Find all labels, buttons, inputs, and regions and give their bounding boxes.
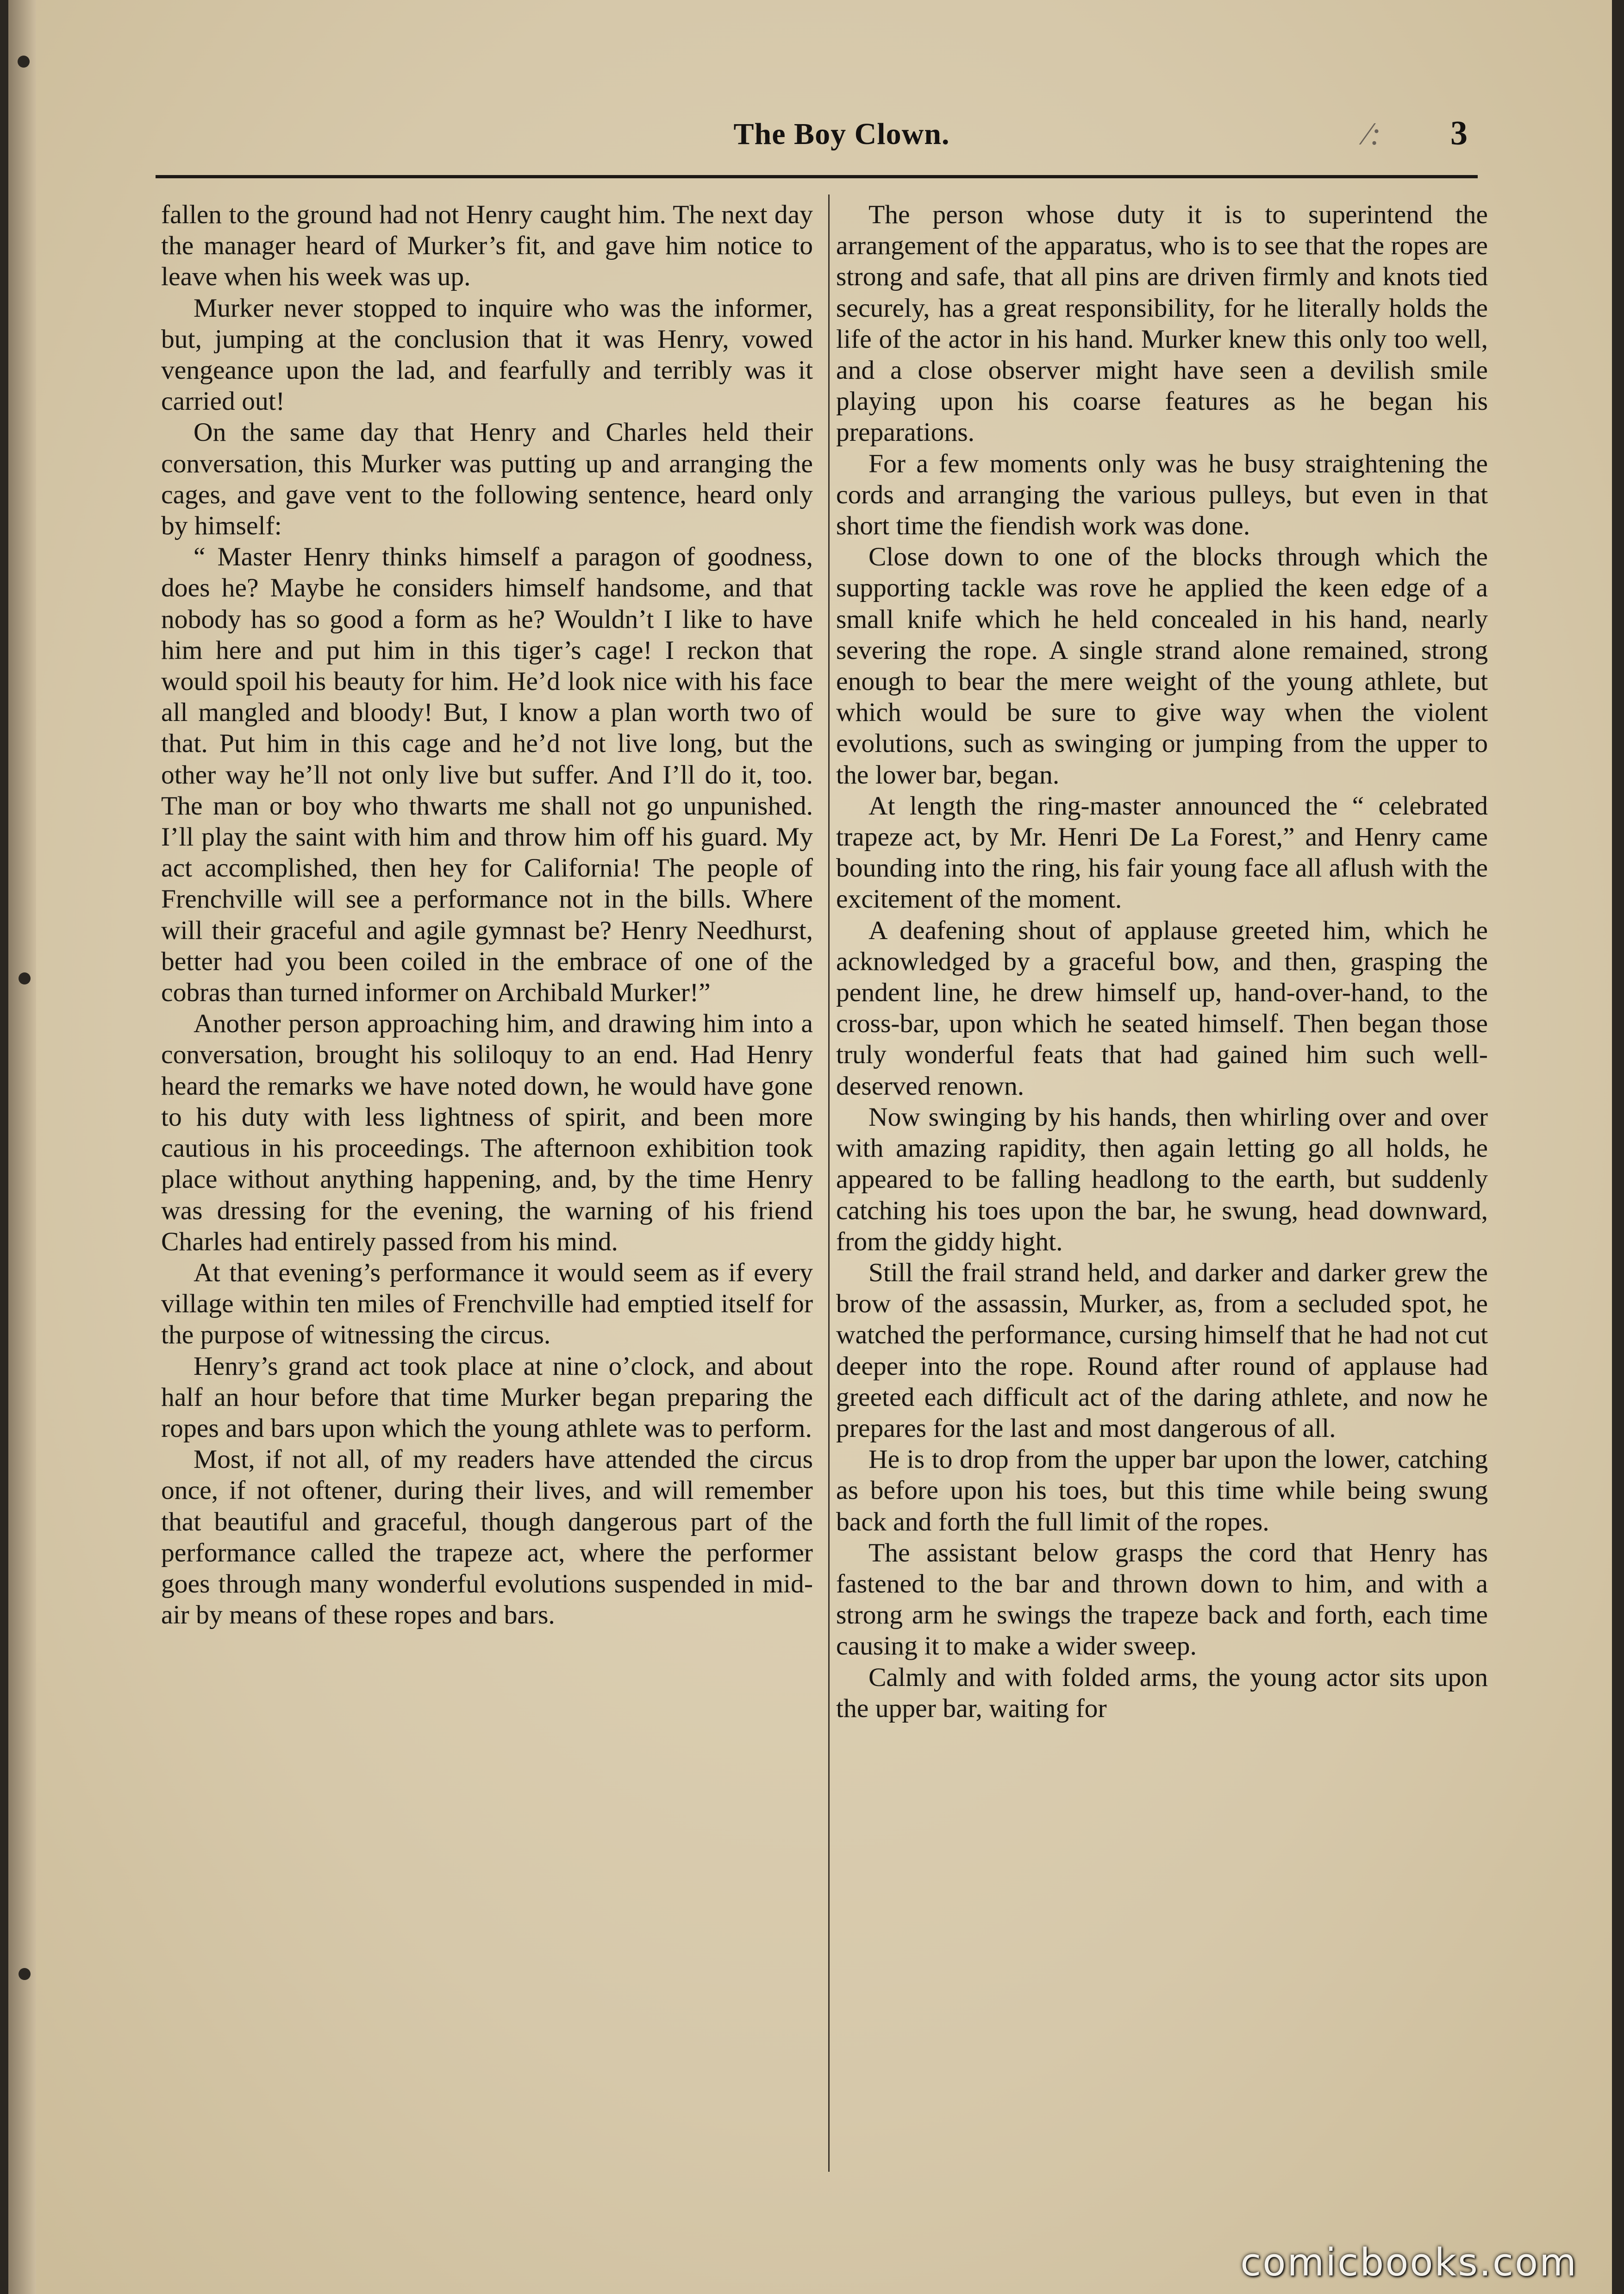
paragraph: At length the ring-master announced the “ celebrated trapeze act, by Mr. Henri De La Forest,” and Henry came bounding into the ring, his fair young face all aflush with the excitement of the moment.	[836, 791, 1488, 914]
paragraph: For a few moments only was he busy straightening the cords and arranging the various pulleys, but even in that short time the fiendish work was done.	[836, 449, 1488, 541]
page-number: 3	[1450, 114, 1468, 152]
right-column	[836, 199, 1488, 1724]
paragraph: Close down to one of the blocks through which the supporting tackle was rove he applied the keen edge of a small knife which he held concealed in his hand, nearly severing the rope. A single strand alone remained, strong enough to bear the mere weight of the young athlete, but which would be sure to give way when the violent evolutions, such as swinging or jumping from the upper to the lower bar, began.	[836, 542, 1488, 790]
paragraph: At that evening’s performance it would seem as if every village within ten miles of Frenchville had emptied itself for the purpose of witnessing the circus.	[161, 1258, 813, 1350]
paragraph: Most, if not all, of my readers have attended the circus once, if not oftener, during their lives, and will remember that beautiful and graceful, though dangerous part of the performance called the trapeze act, where the performer goes through many wonderful evolutions suspended in mid-air by means of these ropes and bars.	[161, 1445, 813, 1630]
paragraph: “ Master Henry thinks himself a paragon of goodness, does he? Maybe he considers himself handsome, and that nobody has so good a form as he? Wouldn’t I like to have him here and put him in this tiger’s cage! I reckon that would spoil his beauty for him. He’d look nice with his face all mangled and bloody! But, I know a plan worth two of that. Put him in this cage and he’d not live long, but the other way he’ll not only live but suffer. And I’ll do it, too. The man or boy who thwarts me shall not go unpunished. I’ll play the saint with him and throw him off his guard. My act accomplished, then hey for California! The people of Frenchville will see a performance not in the bills. Where will their graceful and agile gymnast be? Henry Needhurst, better had you been coiled in the embrace of one of the cobras than turned informer on Archibald Murker!”	[161, 542, 813, 1008]
watermark: comicbooks.com	[1240, 2241, 1578, 2285]
paragraph: Murker never stopped to inquire who was the informer, but, jumping at the conclusion that it was Henry, vowed vengeance upon the lad, and fearfully and terribly was it carried out!	[161, 293, 813, 416]
binding-hole	[18, 56, 30, 68]
book-page	[8, 0, 1612, 2294]
left-column	[161, 199, 813, 1630]
paragraph: He is to drop from the upper bar upon the lower, catching as before upon his toes, but this time while being swung back and forth the full limit of the ropes.	[836, 1445, 1488, 1536]
paragraph: fallen to the ground had not Henry caught him. The next day the manager heard of Murker’s fit, and gave him notice to leave when his week was up.	[161, 200, 813, 292]
paragraph: Now swinging by his hands, then whirling over and over with amazing rapidity, then again letting go all holds, he appeared to be falling headlong to the earth, but suddenly catching his toes upon the bar, he swung, head downward, from the giddy hight.	[836, 1102, 1488, 1256]
paragraph: The assistant below grasps the cord that Henry has fastened to the bar and thrown down to him, and with a strong arm he swings the trapeze back and forth, each time causing it to make a wider sweep.	[836, 1538, 1488, 1661]
paragraph: The person whose duty it is to superintend the arrangement of the apparatus, who is to see that the ropes are strong and safe, that all pins are driven firmly and knots tied securely, has a great responsibility, for he literally holds the life of the actor in his hand. Murker knew this only too well, and a close observer might have seen a devilish smile playing upon his coarse features as he began his preparations.	[836, 200, 1488, 447]
page-binding-edge	[8, 0, 36, 2294]
paragraph: Calmly and with folded arms, the young actor sits upon the upper bar, waiting for	[836, 1662, 1488, 1723]
running-title: The Boy Clown.	[733, 117, 950, 151]
paragraph: Another person approaching him, and drawing him into a conversation, brought his soliloquy to an end. Had Henry heard the remarks we have noted down, he would have gone to his duty with less lightness of spirit, and been more cautious in his proceedings. The afternoon exhibition took place without anything happening, and, by the time Henry was dressing for the evening, the warning of his friend Charles had entirely passed from his mind.	[161, 1009, 813, 1256]
binding-hole	[19, 1968, 31, 1980]
paragraph: Still the frail strand held, and darker and darker grew the brow of the assassin, Murker, as, from a secluded spot, he watched the performance, cursing himself that he had not cut deeper into the rope. Round after round of applause had greeted each difficult act of the daring athlete, and now he prepares for the last and most dangerous of all.	[836, 1258, 1488, 1443]
pencil-mark: ∕:	[1365, 116, 1381, 152]
paragraph: Henry’s grand act took place at nine o’clock, and about half an hour before that time Murker began preparing the ropes and bars upon which the young athlete was to perform.	[161, 1351, 813, 1443]
header-rule	[156, 175, 1478, 178]
paragraph: On the same day that Henry and Charles held their conversation, this Murker was putting up and arranging the cages, and gave vent to the following sentence, heard only by himself:	[161, 418, 813, 541]
column-divider	[828, 194, 830, 2172]
paragraph: A deafening shout of applause greeted him, which he acknowledged by a graceful bow, and then, grasping the pendent line, he drew himself up, hand-over-hand, to the cross-bar, upon which he seated himself. Then began those truly wonderful feats that had gained him such well-deserved renown.	[836, 915, 1488, 1101]
binding-hole	[19, 972, 31, 984]
